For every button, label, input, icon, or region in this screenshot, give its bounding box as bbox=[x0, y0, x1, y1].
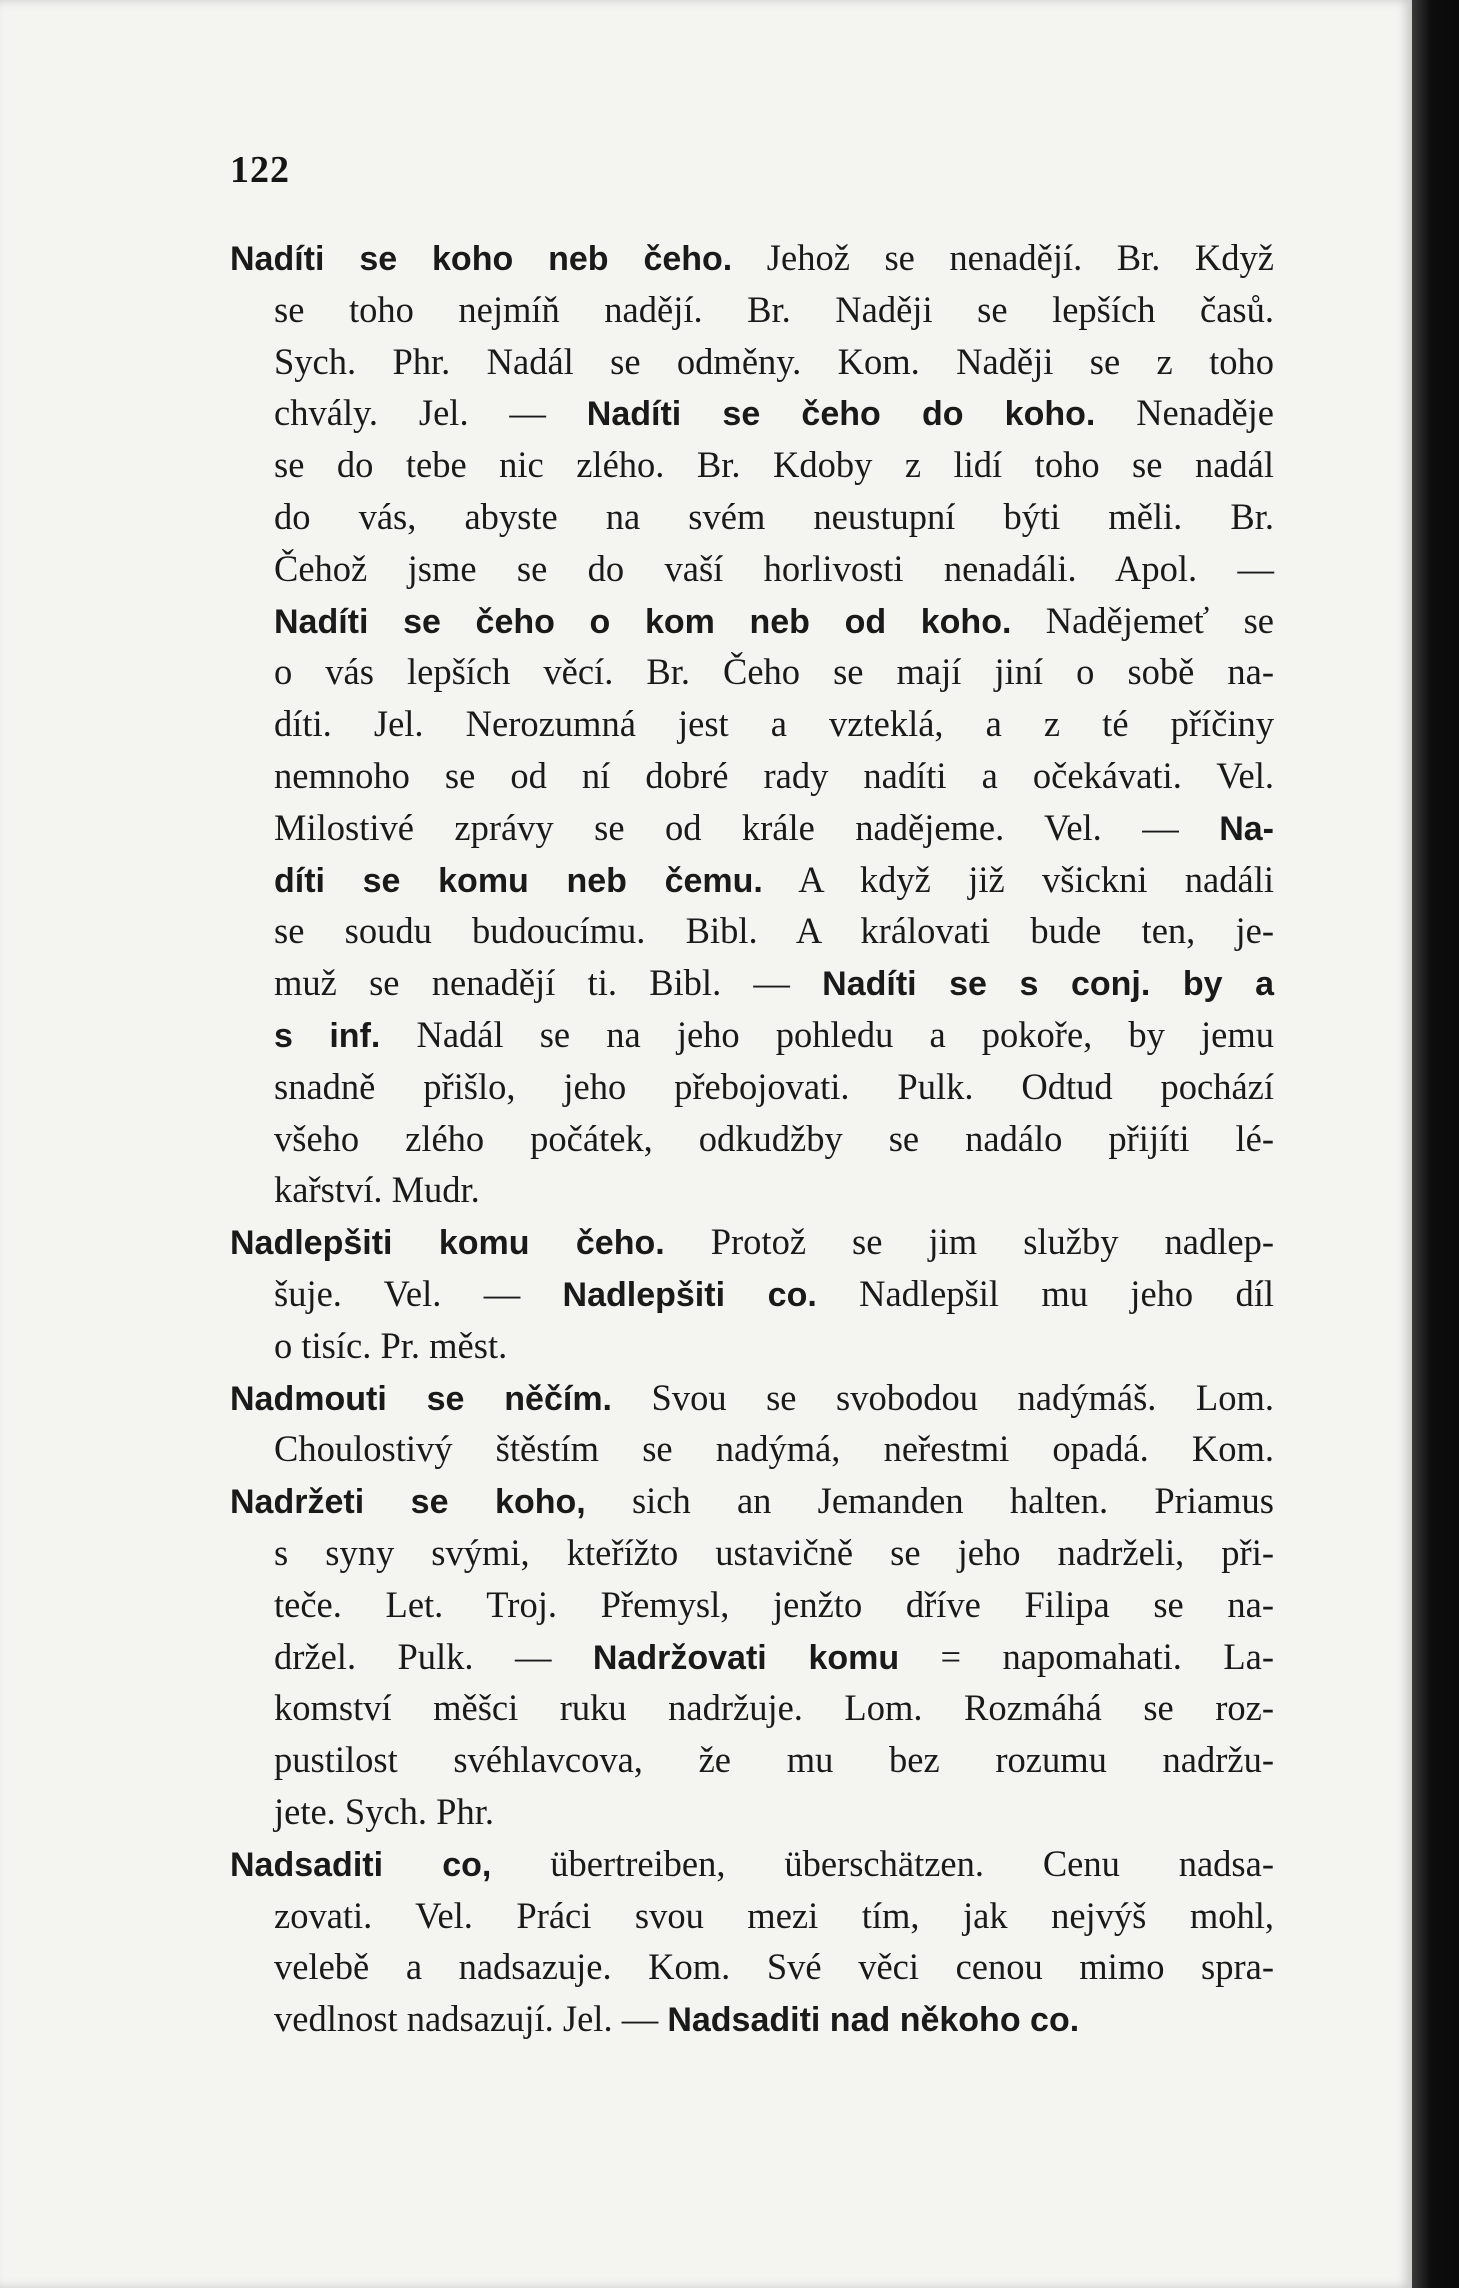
headword: Nadmouti se něčím. bbox=[230, 1379, 612, 1418]
headword: Nadíti se s conj. by a bbox=[822, 965, 1274, 1004]
dictionary-text bbox=[230, 232, 1274, 2045]
headword: Nadržovati komu bbox=[592, 1638, 900, 1677]
page-edge-shadow bbox=[1412, 0, 1459, 2288]
definition-text: Sych. Phr. Nadál se odměny. Kom. Naději se z toho bbox=[274, 340, 1274, 382]
definition-text: zovati. Vel. Práci svou mezi tím, jak nejvýš mohl, bbox=[274, 1894, 1274, 1936]
definition-text: nemnoho se od ní dobré rady nadíti a očekávati. Vel. bbox=[274, 754, 1274, 796]
entry-text-line bbox=[230, 1320, 1274, 1372]
entry-text-line bbox=[230, 387, 1274, 439]
entry-text-line bbox=[230, 750, 1274, 802]
definition-text: držel. Pulk. — bbox=[274, 1635, 593, 1677]
definition-text: Choulostivý štěstím se nadýmá, neřestmi opadá. Kom. bbox=[274, 1428, 1274, 1470]
definition-text: jete. Sych. Phr. bbox=[274, 1790, 494, 1832]
entry-text-line bbox=[230, 957, 1274, 1009]
definition-text: Nadál se na jeho pohledu a pokoře, by jemu bbox=[380, 1013, 1274, 1055]
definition-text: o vás lepších věcí. Br. Čeho se mají jiní o sobě na- bbox=[274, 651, 1274, 693]
definition-text: kařství. Mudr. bbox=[274, 1169, 480, 1211]
definition-text: se toho nejmíň nadějí. Br. Naději se lepších časů. bbox=[274, 288, 1274, 330]
entry-headword-line bbox=[230, 1475, 1274, 1527]
entry-text-line bbox=[230, 1993, 1274, 2045]
entry-text-line bbox=[230, 1941, 1274, 1993]
entry-text-line bbox=[230, 1734, 1274, 1786]
headword: Nadsaditi co, bbox=[230, 1845, 492, 1884]
definition-text: chvály. Jel. — bbox=[274, 392, 587, 434]
entry-headword-line bbox=[230, 232, 1274, 284]
definition-text: muž se nenadějí ti. Bibl. — bbox=[274, 962, 823, 1004]
entry-text-line bbox=[230, 284, 1274, 336]
entry-headword-line bbox=[230, 1216, 1274, 1268]
headword: díti se komu neb čemu. bbox=[274, 861, 763, 900]
definition-text: sich an Jemanden halten. Priamus bbox=[585, 1480, 1274, 1522]
entry-text-line bbox=[230, 595, 1274, 647]
entry-text-line bbox=[230, 905, 1274, 957]
entry-headword-line bbox=[230, 1372, 1274, 1424]
definition-text: Nenaděje bbox=[1095, 392, 1275, 434]
definition-text: se soudu budoucímu. Bibl. A královati bude ten, je- bbox=[274, 910, 1274, 952]
definition-text: Čehož jsme se do vaší horlivosti nenadáli. Apol. — bbox=[274, 547, 1274, 589]
definition-text: vedlnost nadsazují. Jel. — bbox=[274, 1998, 668, 2040]
definition-text: Svou se svobodou nadýmáš. Lom. bbox=[612, 1376, 1274, 1418]
headword: Nadsaditi nad někoho co. bbox=[667, 2001, 1080, 2040]
definition-text: do vás, abyste na svém neustupní býti měli. Br. bbox=[274, 495, 1274, 537]
definition-text: snadně přišlo, jeho přebojovati. Pulk. Odtud pochází bbox=[274, 1065, 1274, 1107]
entry-text-line bbox=[230, 1631, 1274, 1683]
headword: Nadlepšiti co. bbox=[562, 1275, 817, 1314]
headword: Nadlepšiti komu čeho. bbox=[230, 1224, 665, 1263]
definition-text: díti. Jel. Nerozumná jest a vzteklá, a z té příčiny bbox=[274, 703, 1274, 745]
page-number: 122 bbox=[230, 149, 290, 191]
entry-text-line bbox=[230, 1890, 1274, 1942]
headword: Na- bbox=[1219, 809, 1274, 848]
entry-text-line bbox=[230, 1268, 1274, 1320]
definition-text: pustilost svéhlavcova, že mu bez rozumu nadržu- bbox=[274, 1739, 1274, 1781]
definition-text: o tisíc. Pr. měst. bbox=[274, 1324, 508, 1366]
entry-text-line bbox=[230, 1113, 1274, 1165]
entry-text-line bbox=[230, 1786, 1274, 1838]
definition-text: Nadlepšil mu jeho díl bbox=[816, 1272, 1275, 1314]
entry-text-line bbox=[230, 439, 1274, 491]
definition-text: übertreiben, überschätzen. Cenu nadsa- bbox=[491, 1842, 1274, 1884]
entry-text-line bbox=[230, 1527, 1274, 1579]
entry-text-line bbox=[230, 646, 1274, 698]
entry-text-line bbox=[230, 336, 1274, 388]
entry-text-line bbox=[230, 1009, 1274, 1061]
definition-text: Milostivé zprávy se od krále nadějeme. Vel. — bbox=[274, 806, 1220, 848]
definition-text: šuje. Vel. — bbox=[274, 1272, 563, 1314]
definition-text: A když již všickni nadáli bbox=[762, 858, 1274, 900]
definition-text: Jehož se nenadějí. Br. Když bbox=[732, 237, 1274, 278]
headword: Nadíti se čeho do koho. bbox=[586, 395, 1096, 434]
entry-text-line bbox=[230, 1579, 1274, 1631]
definition-text: komství měšci ruku nadržuje. Lom. Rozmáhá se roz- bbox=[274, 1687, 1274, 1729]
headword: Nadíti se čeho o kom neb od koho. bbox=[274, 602, 1012, 641]
entry-text-line bbox=[230, 698, 1274, 750]
headword: Nadržeti se koho, bbox=[230, 1483, 586, 1522]
entry-text-line bbox=[230, 1682, 1274, 1734]
headword: s inf. bbox=[274, 1016, 381, 1055]
headword: Nadíti se koho neb čeho. bbox=[230, 240, 733, 278]
definition-text: se do tebe nic zlého. Br. Kdoby z lidí toho se nadál bbox=[274, 444, 1274, 486]
definition-text: Protož se jim služby nadlep- bbox=[664, 1221, 1274, 1263]
definition-text: = napomahati. La- bbox=[899, 1635, 1274, 1677]
entry-headword-line bbox=[230, 1838, 1274, 1890]
entry-text-line bbox=[230, 1061, 1274, 1113]
entry-text-line bbox=[230, 802, 1274, 854]
entry-text-line bbox=[230, 1423, 1274, 1475]
definition-text: všeho zlého počátek, odkudžby se nadálo přijíti lé- bbox=[274, 1117, 1274, 1159]
definition-text: s syny svými, kteřížto ustavičně se jeho nadrželi, při- bbox=[274, 1531, 1274, 1573]
definition-text: Nadějemeť se bbox=[1011, 599, 1274, 641]
entry-text-line bbox=[230, 854, 1274, 906]
definition-text: velebě a nadsazuje. Kom. Své věci cenou mimo spra- bbox=[274, 1946, 1274, 1988]
entry-text-line bbox=[230, 491, 1274, 543]
definition-text: teče. Let. Troj. Přemysl, jenžto dříve Filipa se na- bbox=[274, 1583, 1274, 1625]
entry-text-line bbox=[230, 543, 1274, 595]
entry-text-line bbox=[230, 1164, 1274, 1216]
